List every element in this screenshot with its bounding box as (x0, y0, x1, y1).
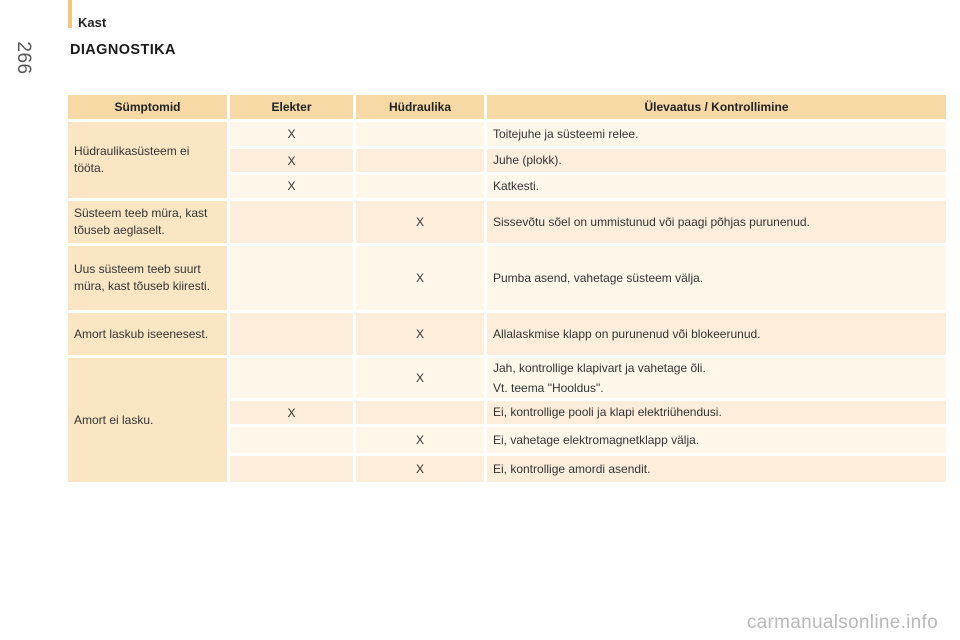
inspection-text: Vt. teema "Hooldus". (493, 380, 604, 395)
hydraulic-mark: X (356, 246, 484, 310)
table-row (68, 246, 946, 310)
inspection-cell (487, 122, 946, 146)
inspection-text: Ei, kontrollige pooli ja klapi elektriühendusi. (493, 405, 722, 419)
electric-mark (230, 201, 353, 243)
inspection-text: Juhe (plokk). (493, 153, 562, 167)
hydraulic-mark: X (356, 201, 484, 243)
electric-mark: X (230, 122, 353, 146)
inspection-text: Sissevõtu sõel on ummistunud või paagi põhjas purunenud. (493, 214, 810, 229)
inspection-cell (487, 456, 946, 482)
inspection-cell (487, 201, 946, 243)
electric-mark: X (230, 175, 353, 198)
symptom-cell: Süsteem teeb müra, kast tõuseb aeglaselt. (68, 201, 227, 243)
hydraulic-mark (356, 149, 484, 172)
column-header-electric: Elekter (230, 95, 353, 119)
hydraulic-mark: X (356, 456, 484, 482)
column-header-symptoms: Sümptomid (68, 95, 227, 119)
page-number: 266 (13, 41, 34, 75)
hydraulic-mark: X (356, 313, 484, 355)
table-row (68, 358, 946, 398)
section-accent-bar (68, 0, 72, 28)
table-row (68, 313, 946, 355)
hydraulic-mark (356, 401, 484, 424)
electric-mark (230, 246, 353, 310)
inspection-text: Toitejuhe ja süsteemi relee. (493, 126, 639, 141)
symptom-cell: Uus süsteem teeb suurt müra, kast tõuseb kiiresti. (68, 246, 227, 310)
hydraulic-mark (356, 122, 484, 146)
electric-mark: X (230, 149, 353, 172)
inspection-cell (487, 427, 946, 453)
inspection-text: Ei, kontrollige amordi asendit. (493, 461, 651, 476)
symptom-cell: Amort ei lasku. (68, 358, 227, 482)
hydraulic-mark (356, 175, 484, 198)
inspection-text: Allalaskmise klapp on purunenud või blokeerunud. (493, 326, 761, 341)
electric-mark: X (230, 401, 353, 424)
inspection-text: Katkesti. (493, 179, 540, 193)
symptom-cell: Hüdraulikasüsteem ei tööta. (68, 122, 227, 198)
inspection-text: Pumba asend, vahetage süsteem välja. (493, 270, 704, 285)
column-header-hydraulic: Hüdraulika (356, 95, 484, 119)
electric-mark (230, 358, 353, 398)
symptom-cell: Amort laskub iseenesest. (68, 313, 227, 355)
electric-mark (230, 313, 353, 355)
section-label: Kast (78, 15, 107, 30)
column-header-inspection: Ülevaatus / Kontrollimine (487, 95, 946, 119)
table-header-row (68, 95, 946, 119)
table-row (68, 201, 946, 243)
inspection-cell (487, 246, 946, 310)
inspection-cell (487, 313, 946, 355)
watermark: carmanualsonline.info (746, 612, 938, 633)
inspection-text: Jah, kontrollige klapivart ja vahetage õli. (493, 360, 706, 375)
page-title: DIAGNOSTIKA (70, 42, 176, 58)
inspection-cell (487, 358, 946, 398)
inspection-cell (487, 175, 946, 198)
table-row (68, 122, 946, 146)
diagnostics-table (65, 92, 949, 485)
inspection-text: Ei, vahetage elektromagnetklapp välja. (493, 432, 700, 447)
hydraulic-mark: X (356, 358, 484, 398)
inspection-cell (487, 149, 946, 172)
hydraulic-mark: X (356, 427, 484, 453)
electric-mark (230, 456, 353, 482)
electric-mark (230, 427, 353, 453)
inspection-cell (487, 401, 946, 424)
